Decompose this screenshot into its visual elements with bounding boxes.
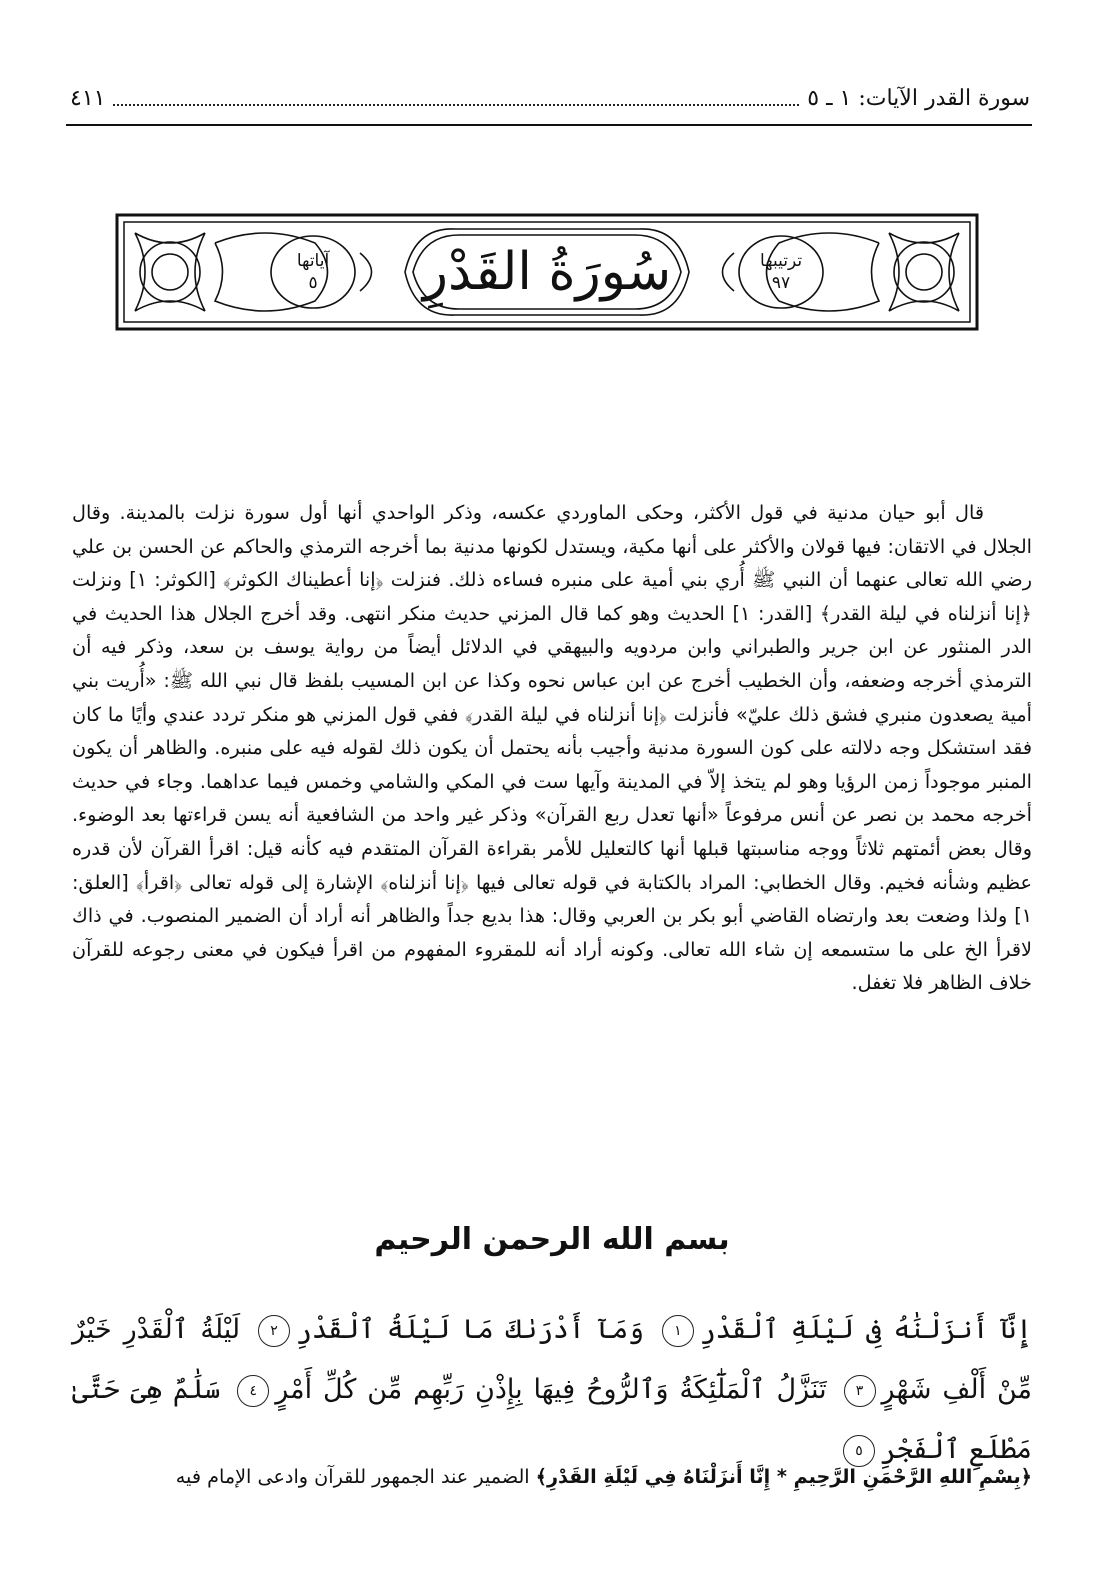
verses-value: ٥: [308, 273, 318, 293]
commentary-quoted-verse: ﴿بِسْمِ اللهِ الرَّحْمَنِ الرَّحِيمِ * إِنَّا أَنزَلْنَاهُ فِي لَيْلَةِ القَدْرِ﴾: [535, 1465, 1032, 1488]
ayah-number-marker: ٣: [844, 1375, 876, 1407]
ayah-number-marker: ٤: [237, 1375, 269, 1407]
verse-text: تَنَزَّلُ ٱلْمَلَٰٓئِكَةُ وَٱلرُّوحُ فِيهَا بِإِذْنِ رَبِّهِم مِّن كُلِّ أَمْرٍ: [275, 1374, 827, 1405]
quran-verses: [72, 1300, 1032, 1480]
commentary-body: الضمير عند الجمهور للقرآن وادعى الإمام فيه: [175, 1465, 536, 1488]
header-dot-leader: [113, 90, 799, 106]
header-rule: [66, 124, 1032, 126]
order-label: ترتيبها: [759, 251, 803, 271]
page-number: ٤١١: [70, 85, 106, 111]
order-value: ٩٧: [771, 273, 791, 293]
introduction-paragraph: قال أبو حيان مدنية في قول الأكثر، وحكى الماوردي عكسه، وذكر الواحدي أنها أول سورة نزلت بالمدينة. وقال الجلال في الاتقان: فيها قولان والأكثر على أنها مكية، ويستدل لكونها مدنية بما أخرجه الترمذي والحاكم عن الحسن بن علي رضي الله تعالى عنهما أن النبي ﷺ أُري بني أمية على منبره فساءه ذلك. فنزلت ﴿إنا أعطيناك الكوثر﴾ [الكوثر: ١] ونزلت ﴿إنا أنزلناه في ليلة القدر﴾ [القدر: ١] الحديث وهو كما قال المزني حديث منكر انتهى. وقد أخرج الجلال هذا الحديث في الدر المنثور عن ابن جرير والطبراني وابن مردويه والبيهقي في الدلائل أيضاً من رواية يوسف بن سعد، وذكر فيه أن الترمذي أخرجه وضعفه، وأن الخطيب أخرج عن ابن عباس نحوه وكذا عن ابن المسيب بلفظ قال نبي الله ﷺ: «أُريت بني أمية يصعدون منبري فشق ذلك عليّ» فأنزلت ﴿إنا أنزلناه في ليلة القدر﴾ ففي قول المزني هو منكر تردد عندي وأيًا ما كان فقد استشكل وجه دلالته على كون السورة مدنية وأجيب بأنه يحتمل أن يكون ذلك لقوله فيه على منبره. والظاهر أن يكون المنبر موجوداً زمن الرؤيا وهو لم يتخذ إلاّ في المدينة وآيها ست في المكي والشامي وخمس فيما عداهما. وجاء في حديث أخرجه محمد بن نصر عن أنس مرفوعاً «أنها تعدل ربع القرآن» وذكر غير واحد من الشافعية أنه يسن قراءتها بعد الوضوء. وقال بعض أئمتهم ثلاثاً ووجه مناسبتها قبلها أنها كالتعليل للأمر بقراءة القرآن المتقدم فيه كأنه قيل: اقرأ القرآن لأن قدره عظيم وشأنه فخيم. وقال الخطابي: المراد بالكتابة في قوله تعالى فيها ﴿إنا أنزلناه﴾ الإشارة إلى قوله تعالى ﴿اقرأ﴾ [العلق: ١] ولذا وضعت بعد وارتضاه القاضي أبو بكر بن العربي وقال: هذا بديع جداً والظاهر أنه أراد أن الضمير المنصوب. في ذاك لاقرأ الخ على ما ستسمعه إن شاء الله تعالى. وكونه أراد أنه للمقروء المفهوم من اقرأ فيكون في معنى رجوعه للقرآن خلاف الظاهر فلا تغفل.: [72, 501, 1032, 995]
header-title: سورة القدر الآيات: ١ ـ ٥: [807, 85, 1030, 111]
commentary-text: [72, 1460, 1032, 1494]
surah-order-badge: [739, 236, 823, 308]
surah-banner: [115, 213, 979, 331]
verse-text: وَمَآ أَدْرَىٰكَ مَا لَيْلَةُ ٱلْقَدْرِ: [296, 1314, 644, 1345]
running-header: [70, 78, 1030, 118]
verse-text: سَلَٰمٌ هِىَ حَتَّىٰ مَطْلَعِ ٱلْفَجْرِ: [72, 1374, 1032, 1465]
ayah-number-marker: ١: [662, 1315, 694, 1347]
ayah-number-marker: ٥: [843, 1435, 875, 1467]
surah-title: سُورَةُ القَدْرِ: [422, 242, 672, 302]
verse-text: إِنَّآ أَنزَلْنَٰهُ فِى لَيْلَةِ ٱلْقَدْرِ: [699, 1314, 1032, 1345]
verse-text: لَيْلَةُ ٱلْقَدْرِ خَيْرٌ مِّنْ أَلْفِ شَهْرٍ: [72, 1314, 1032, 1405]
basmala-heading: بسم الله الرحمن الرحيم: [374, 1222, 730, 1257]
introduction-text: [72, 496, 1032, 1000]
verse-count-badge: [271, 236, 355, 308]
ayah-number-marker: ٢: [258, 1315, 290, 1347]
verses-label: آياتها: [296, 251, 330, 271]
